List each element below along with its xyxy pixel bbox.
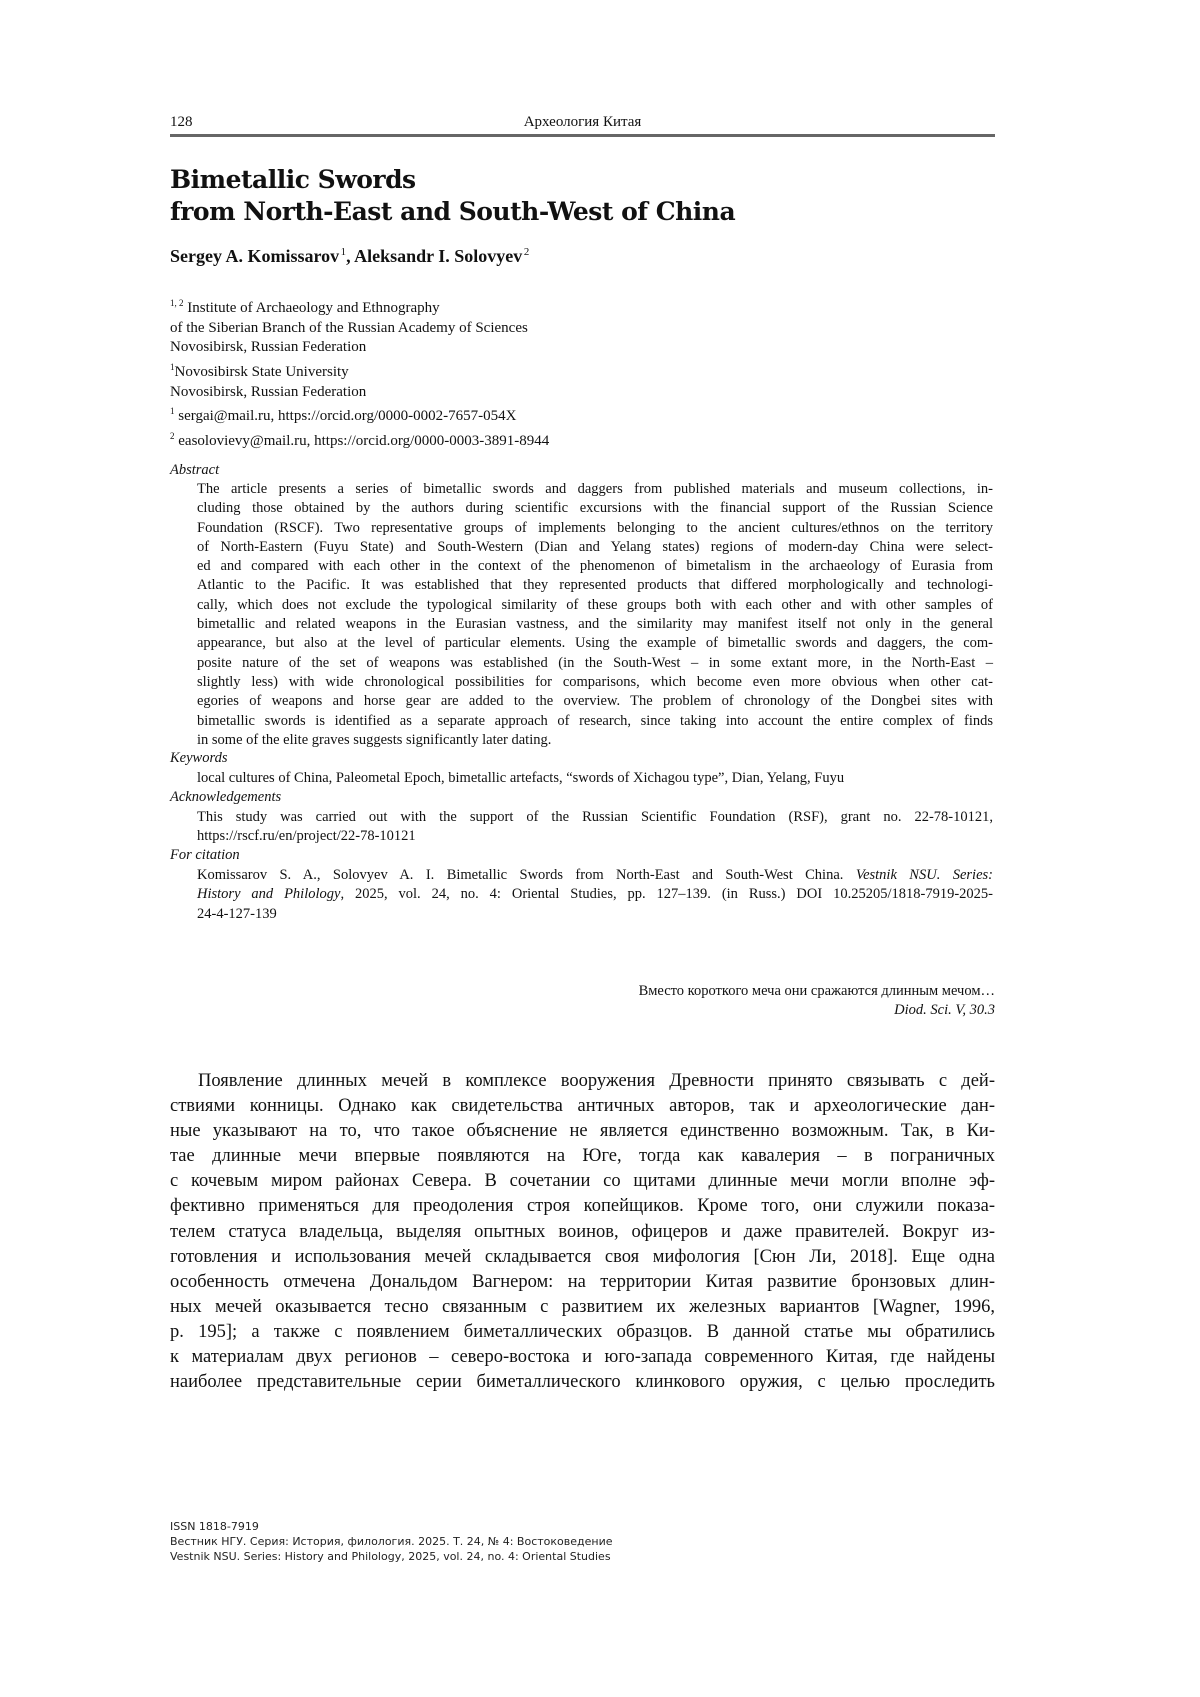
text-line: готовления и использования мечей складывается своя мифология [Сюн Ли, 2018]. Еще одна: [170, 1245, 995, 1270]
footer-journal-ru: Вестник НГУ. Серия: История, филология. 2025. Т. 24, № 4: Востоковедение: [170, 1534, 613, 1549]
text-line: фективно применяться для преодоления строя копейщиков. Кроме того, они служили показа-: [170, 1194, 995, 1219]
text-line: in some of the elite graves suggests significantly later dating.: [197, 731, 993, 750]
text-line: bimetallic swords is identified as a separate approach of research, since taking into account the entire complex of finds: [197, 712, 993, 731]
running-title: Археология Китая: [170, 114, 995, 131]
citation-label: For citation: [170, 847, 240, 864]
keywords-line: local cultures of China, Paleometal Epoch, bimetallic artefacts, “swords of Xichagou type”, Dian, Yelang, Fuyu: [197, 769, 993, 788]
authors: Sergey A. Komissarov 1, Aleksandr I. Solovyev 2: [170, 246, 529, 267]
aff-sup: 1: [170, 362, 175, 372]
footer-journal-en: Vestnik NSU. Series: History and Philology, 2025, vol. 24, no. 4: Oriental Studies: [170, 1549, 613, 1564]
citation-text: 24-4-127-139: [197, 905, 993, 924]
aff-sup: 1, 2: [170, 298, 184, 308]
contacts: [170, 402, 549, 451]
ack-line: This study was carried out with the support of the Russian Scientific Foundation (RSF), grant no. 22-78-10121,: [197, 808, 993, 827]
header-rule: [170, 134, 995, 137]
keywords-text: [197, 769, 993, 788]
affiliation: [170, 294, 528, 358]
citation-text: Komissarov S. A., Solovyev A. I. Bimetallic Swords from North-East and South-West China.: [197, 867, 856, 883]
abstract-label: Abstract: [170, 462, 219, 479]
text-line: cluding those obtained by the authors during scientific excursions with the financial support of the Russian Science: [197, 499, 993, 518]
footer-issn: ISSN 1818-7919: [170, 1519, 613, 1534]
acknowledgements-text: [197, 808, 993, 847]
epigraph-source: Diod. Sci. V, 30.3: [639, 1001, 995, 1020]
body-text: [170, 1069, 995, 1395]
page-number: 128: [170, 114, 193, 131]
author-name: Aleksandr I. Solovyev: [354, 246, 522, 266]
citation-text: [197, 866, 993, 924]
aff-line: Novosibirsk, Russian Federation: [170, 383, 366, 403]
text-line: ed and compared with each other in the context of the phenomenon of bimetalism in the archaeology of Eurasia from: [197, 557, 993, 576]
text-line: cally, which does not exclude the typological similarity of these groups both with each other and with other samples of: [197, 596, 993, 615]
contact-sup: 1: [170, 406, 175, 416]
text-line: тае длинные мечи впервые появляются на Юге, тогда как кавалерия – в пограничных: [170, 1144, 995, 1169]
contact-sup: 2: [170, 431, 175, 441]
contact-1[interactable]: sergai@mail.ru, https://orcid.org/0000-0002-7657-054X: [178, 408, 516, 424]
text-line: ствиями конницы. Однако как свидетельства античных авторов, так и археологические дан-: [170, 1094, 995, 1119]
epigraph: [639, 982, 995, 1020]
author-sup: 2: [524, 246, 529, 258]
title-line: Bimetallic Swords: [170, 164, 735, 196]
keywords-label: Keywords: [170, 750, 227, 767]
text-line: Появление длинных мечей в комплексе вооружения Древности принято связывать с дей-: [170, 1069, 995, 1094]
text-line: Foundation (RSCF). Two representative groups of implements belonging to the ancient cultures/ethnos on the territory: [197, 519, 993, 538]
footer: [170, 1519, 613, 1564]
text-line: egories of weapons and horse gear are added to the overview. The problem of chronology of the Dongbei sites with: [197, 692, 993, 711]
author-name: Sergey A. Komissarov: [170, 246, 339, 266]
title-line: from North-East and South-West of China: [170, 196, 735, 228]
text-line: Atlantic to the Pacific. It was established that they represented products that differed morphologically and technologi-: [197, 576, 993, 595]
affiliation: [170, 358, 366, 402]
ack-link[interactable]: https://rscf.ru/en/project/22-78-10121: [197, 827, 993, 846]
article-title: [170, 164, 735, 228]
acknowledgements-label: Acknowledgements: [170, 789, 281, 806]
contact-2[interactable]: easolovievy@mail.ru, https://orcid.org/0000-0003-3891-8944: [178, 433, 549, 449]
text-line: телем статуса владельца, выделяя опытных воинов, офицеров и даже правителей. Вокруг из-: [170, 1220, 995, 1245]
author-sup: 1: [341, 246, 346, 258]
text-line: ных мечей оказывается тесно связанным с развитием их железных вариантов [Wagner, 1996,: [170, 1295, 995, 1320]
text-line: p. 195]; а также с появлением биметаллических образцов. В данной статье мы обратились: [170, 1320, 995, 1345]
aff-line: Institute of Archaeology and Ethnography: [187, 300, 439, 316]
aff-line: Novosibirsk State University: [175, 364, 349, 380]
text-line: с кочевым миром районах Севера. В сочетании со щитами длинные мечи могли вполне эф-: [170, 1169, 995, 1194]
text-line: slightly less) with wide chronological possibilities for comparisons, which become even more obvious when other cat-: [197, 673, 993, 692]
citation-text: , 2025, vol. 24, no. 4: Oriental Studies, pp. 127–139. (in Russ.) DOI 10.25205/1818-7919-2025-: [340, 886, 993, 902]
text-line: bimetallic and related weapons in the Eurasian vastness, and the similarity may manifest itself not only in the general: [197, 615, 993, 634]
text-line: posite nature of the set of weapons was established (in the South-West – in some extant more, in the North-East –: [197, 654, 993, 673]
text-line: к материалам двух регионов – северо-востока и юго-запада современного Китая, где найдены: [170, 1345, 995, 1370]
text-line: наиболее представительные серии биметаллического клинкового оружия, с целью проследить: [170, 1370, 995, 1395]
aff-line: Novosibirsk, Russian Federation: [170, 338, 528, 358]
citation-journal: Vestnik NSU. Series:: [856, 867, 993, 883]
abstract-text: [197, 480, 993, 750]
text-line: appearance, but also at the level of particular elements. Using the example of bimetallic swords and daggers, the com-: [197, 634, 993, 653]
aff-line: of the Siberian Branch of the Russian Academy of Sciences: [170, 319, 528, 339]
text-line: особенность отмечена Дональдом Вагнером: на территории Китая развитие бронзовых длин-: [170, 1270, 995, 1295]
citation-journal: History and Philology: [197, 886, 340, 902]
epigraph-text: Вместо короткого меча они сражаются длинным мечом…: [639, 982, 995, 1001]
text-line: of North-Eastern (Fuyu State) and South-Western (Dian and Yelang states) regions of modern-day China were select-: [197, 538, 993, 557]
text-line: ные указывают на то, что такое объяснение не является единственно возможным. Так, в Ки-: [170, 1119, 995, 1144]
text-line: The article presents a series of bimetallic swords and daggers from published materials and museum collections, in-: [197, 480, 993, 499]
